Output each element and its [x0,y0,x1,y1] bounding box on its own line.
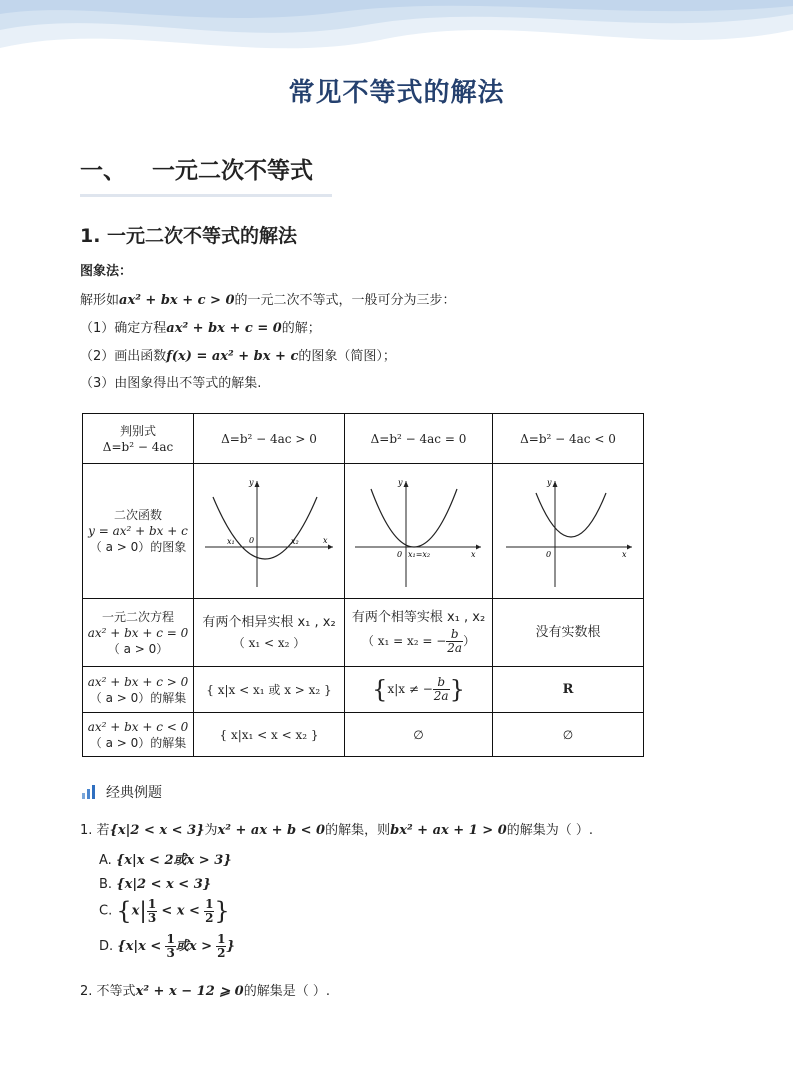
roots-condition: （ x₁ < x₂ ） [232,635,306,650]
option-label: B. [99,877,113,892]
roots-condition [345,628,492,655]
label-line: （ a > 0）的图象 [89,540,187,554]
y-axis-arrow [553,481,558,487]
parabola-curve [213,497,317,559]
intro-prefix: 解形如 [80,293,120,308]
quadratic-table [82,413,644,757]
q1-set: {x|2 < x < 3} [109,823,205,838]
intro-formula: ax² + bx + c > 0 [119,293,235,308]
section-heading [80,152,313,185]
numerator: b [433,676,450,690]
section-underline [80,194,332,197]
header-cell-negative: Δ=b² − 4ac < 0 [493,414,644,464]
x-axis-label: x [470,550,476,559]
x-axis-arrow [627,545,632,550]
lt-cell-two-roots: { x|x₁ < x < x₂ } [194,713,345,757]
row-label-discriminant [83,414,194,464]
x-axis-arrow [328,545,333,550]
lt-cell-no-roots: ∅ [493,713,644,757]
option-text: {x|x < 2或x > 3} [115,853,232,868]
brace-right: } [214,897,230,925]
option-text: {x|2 < x < 3} [116,877,212,892]
y-axis-arrow [403,481,408,487]
q2-text: 的解集是（ ）. [243,984,330,999]
roots-cell-equal [345,599,493,667]
graph-cell-two-roots [194,464,345,599]
fraction [433,676,450,703]
option-text: 或x > [175,939,212,954]
table-row-discriminant [83,414,644,464]
header-banner [0,0,793,62]
label-line: （ a > 0）的解集 [89,735,187,750]
step-3-text: （3）由图象得出不等式的解集. [80,376,262,391]
brace-right: } [449,675,465,704]
graph-cell-double-root [345,464,493,599]
fraction [147,898,157,925]
section-title: 一元二次不等式 [152,158,314,184]
step-3 [80,375,261,393]
label-line: （ a > 0） [107,641,169,656]
option-d[interactable] [99,933,235,960]
q1-text: 的解集为（ ）. [506,823,594,838]
lt-cell-double-root: ∅ [345,713,493,757]
question-2 [80,980,330,999]
label-line: ax² + bx + c < 0 [87,719,189,734]
option-b[interactable] [99,877,211,892]
row-label-less [83,713,194,757]
row-label-roots [83,599,194,667]
bar-chart-icon [80,784,98,800]
parabola-curve [371,489,457,547]
row-label-greater [83,667,194,713]
table-row-roots [83,599,644,667]
y-axis-label: y [397,478,403,487]
label-line: ax² + bx + c > 0 [87,674,189,689]
roots-text: 有两个相异实根 x₁ , x₂ [202,614,336,630]
gt-cell-two-roots: { x|x < x₁ 或 x > x₂ } [194,667,345,713]
roots-cell-none: 没有实数根 [493,599,644,667]
roots-prefix: （ x₁ = x₂ = − [361,634,447,648]
step-2 [80,348,396,366]
examples-heading [80,782,162,802]
q1-text: 若 [96,823,110,838]
question-number: 2. [80,984,93,999]
question-number: 1. [80,823,93,838]
x-axis-arrow [476,545,481,550]
table-row-greater [83,667,644,713]
step-1-formula: ax² + bx + c = 0 [166,321,282,336]
option-label: D. [99,939,114,954]
table-row-less [83,713,644,757]
root-x2-label: x₂ [291,537,299,546]
option-text: x [131,903,140,919]
q1-text: 为 [204,823,218,838]
q1-formula-2: bx² + ax + 1 > 0 [390,823,507,838]
parabola-two-roots-graph [199,469,339,589]
page-title: 常见不等式的解法 [288,78,505,108]
denominator: 2a [433,689,449,703]
set-text: x|x ≠ − [387,682,433,696]
intro-paragraph [80,292,456,310]
numerator: 1 [147,896,157,911]
parabola-double-root-graph [349,469,489,589]
numerator: 1 [166,932,175,946]
origin-label: 0 [546,550,552,559]
examples-heading-text: 经典例题 [106,785,162,801]
option-label: A. [99,853,112,868]
brace-left: { [372,675,388,704]
question-1 [80,819,593,838]
gt-cell-no-roots: R [493,667,644,713]
label-line: 判别式 [119,423,156,438]
roots-text: 有两个相等实根 x₁ , x₂ [351,610,486,625]
q2-formula: x² + x − 12 ⩾ 0 [135,984,244,999]
fraction [204,898,214,925]
q2-text: 不等式 [96,984,136,999]
numerator: 1 [205,896,214,911]
gt-cell-double-root [345,667,493,713]
origin-label: 0 [396,550,402,559]
option-text: {x|x < [117,939,162,954]
double-root-label: x₁=x₂ [407,550,430,559]
option-a[interactable] [99,849,232,868]
option-label: C. [99,903,113,919]
q1-text: 的解集，则 [325,823,391,838]
y-axis-label: y [249,478,254,487]
method-label: 图象法： [80,264,133,279]
step-2-formula: f(x) = ax² + bx + c [166,349,299,364]
fraction [165,933,175,960]
intro-suffix: 的一元二次不等式，一般可分为三步： [234,293,456,308]
roots-suffix: ） [463,634,476,648]
option-text: } [226,939,235,954]
label-line: ax² + bx + c = 0 [87,625,189,640]
step-2-prefix: （2）画出函数 [80,349,167,364]
graph-cell-no-roots [493,464,644,599]
numerator: 1 [217,932,226,946]
vertical-bar: | [139,898,147,924]
table-row-graph [83,464,644,599]
roots-cell-distinct [194,599,345,667]
header-cell-zero: Δ=b² − 4ac = 0 [345,414,493,464]
x-axis-label: x [323,536,328,545]
label-line: Δ=b² − 4ac [102,439,174,454]
root-x1-label: x₁ [227,537,235,546]
header-cell-positive: Δ=b² − 4ac > 0 [194,414,345,464]
option-c[interactable] [99,897,230,925]
x-axis-label: x [622,550,627,559]
step-1-suffix: 的解； [281,321,321,336]
denominator: 3 [147,910,157,925]
origin-label: 0 [249,536,255,545]
parabola-no-roots-graph [498,469,638,589]
denominator: 2a [447,641,463,655]
parabola-curve [536,493,606,537]
fraction [446,628,463,655]
denominator: 2 [217,946,226,960]
step-1 [80,320,321,338]
row-label-graph [83,464,194,599]
label-line: （ a > 0）的解集 [89,690,187,705]
step-1-prefix: （1）确定方程 [80,321,167,336]
q1-formula-1: x² + ax + b < 0 [217,823,326,838]
denominator: 2 [205,910,214,925]
label-line: 一元二次方程 [101,609,174,624]
subsection-heading: 1. 一元二次不等式的解法 [80,225,298,247]
y-axis-arrow [255,481,260,487]
label-line: 二次函数 [113,508,162,522]
section-number: 一、 [80,158,126,184]
brace-left: { [116,897,132,925]
denominator: 3 [166,946,175,960]
label-line: y = ax² + bx + c [88,524,188,538]
y-axis-label: y [547,478,552,487]
step-2-suffix: 的图象（简图）； [298,349,396,364]
option-text: < x < [161,903,200,919]
fraction [216,933,226,960]
numerator: b [446,628,463,642]
